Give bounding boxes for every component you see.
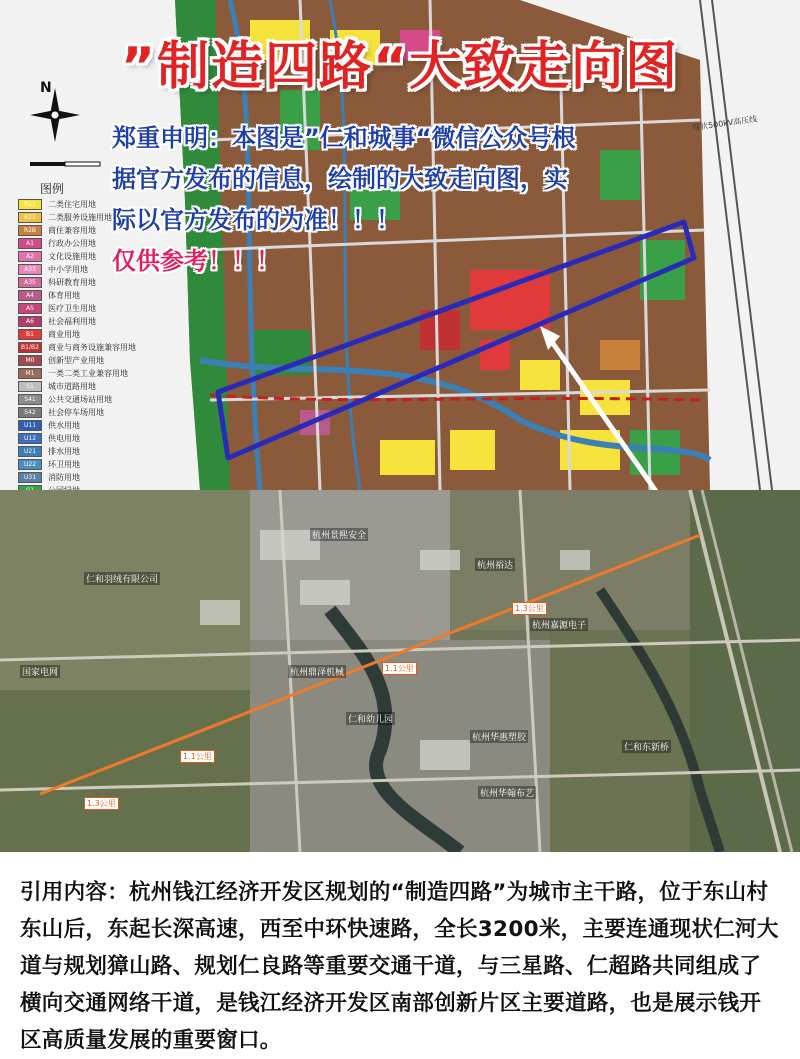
planning-map [0,0,800,490]
legend-item [18,367,188,380]
legend-swatch: M1 [18,368,42,379]
legend-item [18,341,188,354]
legend-swatch: U11 [18,420,42,431]
sat-label-7: 杭州华惠塑胶 [470,730,528,743]
legend-swatch: R21 [18,199,42,210]
legend-swatch: M0 [18,355,42,366]
caption [0,852,800,1055]
legend-item [18,354,188,367]
sat-label-2: 国家电网 [20,665,60,678]
legend-label: 供水用地 [48,421,80,430]
distance-label: 1.1公里 [382,662,417,675]
legend-swatch: U31 [18,472,42,483]
legend-label: 商业与商务设施兼容用地 [48,343,136,352]
legend-item [18,328,188,341]
legend-label: 供电用地 [48,434,80,443]
legend-swatch: S41 [18,394,42,405]
legend-item [18,458,188,471]
legend-swatch: A33 [18,264,42,275]
sat-label-3: 杭州鼎泽机械 [288,665,346,678]
legend-label: 消防用地 [48,473,80,482]
legend-item [18,419,188,432]
legend-label: 创新型产业用地 [48,356,104,365]
legend-item [18,302,188,315]
sat-label-0: 杭州景熙安全 [310,528,368,541]
legend-swatch: R22 [18,212,42,223]
legend-item [18,471,188,484]
legend-item [18,445,188,458]
legend-item [18,432,188,445]
legend-title: 图例 [40,182,65,196]
legend-label: 文化设施用地 [48,252,96,261]
rail-label: 现状500kV高压线 [691,114,758,133]
legend-swatch: U22 [18,459,42,470]
legend-swatch: A2 [18,251,42,262]
legend-label: 一类二类工业兼容用地 [48,369,128,378]
legend-swatch: B1 [18,329,42,340]
legend-label: 环卫用地 [48,460,80,469]
satellite-map [0,490,800,852]
caption-lead: 引用内容： [20,880,130,905]
legend-swatch: S42 [18,407,42,418]
legend-swatch: A5 [18,303,42,314]
legend-item [18,315,188,328]
legend-swatch: A4 [18,290,42,301]
legend-item [18,406,188,419]
sat-label-1: 仁和羽绒有限公司 [84,572,160,585]
distance-label: 1.3公里 [512,602,547,615]
legend-swatch: A1 [18,238,42,249]
sat-label-9: 杭州华翰布艺 [478,786,536,799]
legend-swatch: S1 [18,381,42,392]
legend-swatch: R2B [18,225,42,236]
legend-label: 中小学用地 [48,265,88,274]
legend-label: 商住兼容用地 [48,226,96,235]
legend-label: 医疗卫生用地 [48,304,96,313]
legend-label: 体育用地 [48,291,80,300]
distance-label: 1.1公里 [180,750,215,763]
distance-label: 1.3公里 [84,797,119,810]
legend-label: 社会福利用地 [48,317,96,326]
legend-item [18,393,188,406]
legend-label: 排水用地 [48,447,80,456]
legend-label: 城市道路用地 [48,382,96,391]
caption-text [0,852,800,1059]
legend-swatch: B1/B2 [18,342,42,353]
disclaimer-emphasis: 仅供参考！！！ [112,247,280,275]
legend-label: 公共交通场站用地 [48,395,112,404]
north-label: N [40,80,52,96]
caption-body: 杭州钱江经济开发区规划的“制造四路”为城市主干路，位于东山村东山后，东起长深高速，西至中环快速路，全长3200米，主要连通现状仁河大道与规划獐山路、规划仁良路等重要交通干道，与三星路、仁超路共同组成了横向交通网络干道，是钱江经济开发区南部创新片区主要道路，也是展示钱开区高质量发展的重要窗口。 [20,880,779,1053]
legend-label: 行政办公用地 [48,239,96,248]
legend-label: 社会停车场用地 [48,408,104,417]
legend-label: 二类服务设施用地 [48,213,112,222]
legend-label: 科研教育用地 [48,278,96,287]
legend-item [18,289,188,302]
legend-swatch: U21 [18,446,42,457]
sat-label-8: 仁和东新桥 [622,740,671,753]
sat-label-5: 杭州嘉源电子 [530,618,588,631]
sat-label-4: 杭州裕达 [475,558,515,571]
legend-label: 商业用地 [48,330,80,339]
legend-swatch: U12 [18,433,42,444]
sat-label-6: 仁和幼儿园 [346,712,395,725]
legend-swatch: A6 [18,316,42,327]
legend-swatch: A35 [18,277,42,288]
legend-label: 二类住宅用地 [48,200,96,209]
disclaimer [112,118,582,282]
disclaimer-body: 郑重申明：本图是”仁和城事“微信公众号根据官方发布的信息，绘制的大致走向图，实际以官方发布的为准！！！ [112,124,576,234]
legend-item [18,380,188,393]
map-title: ”制造四路“大致走向图 [120,37,680,97]
